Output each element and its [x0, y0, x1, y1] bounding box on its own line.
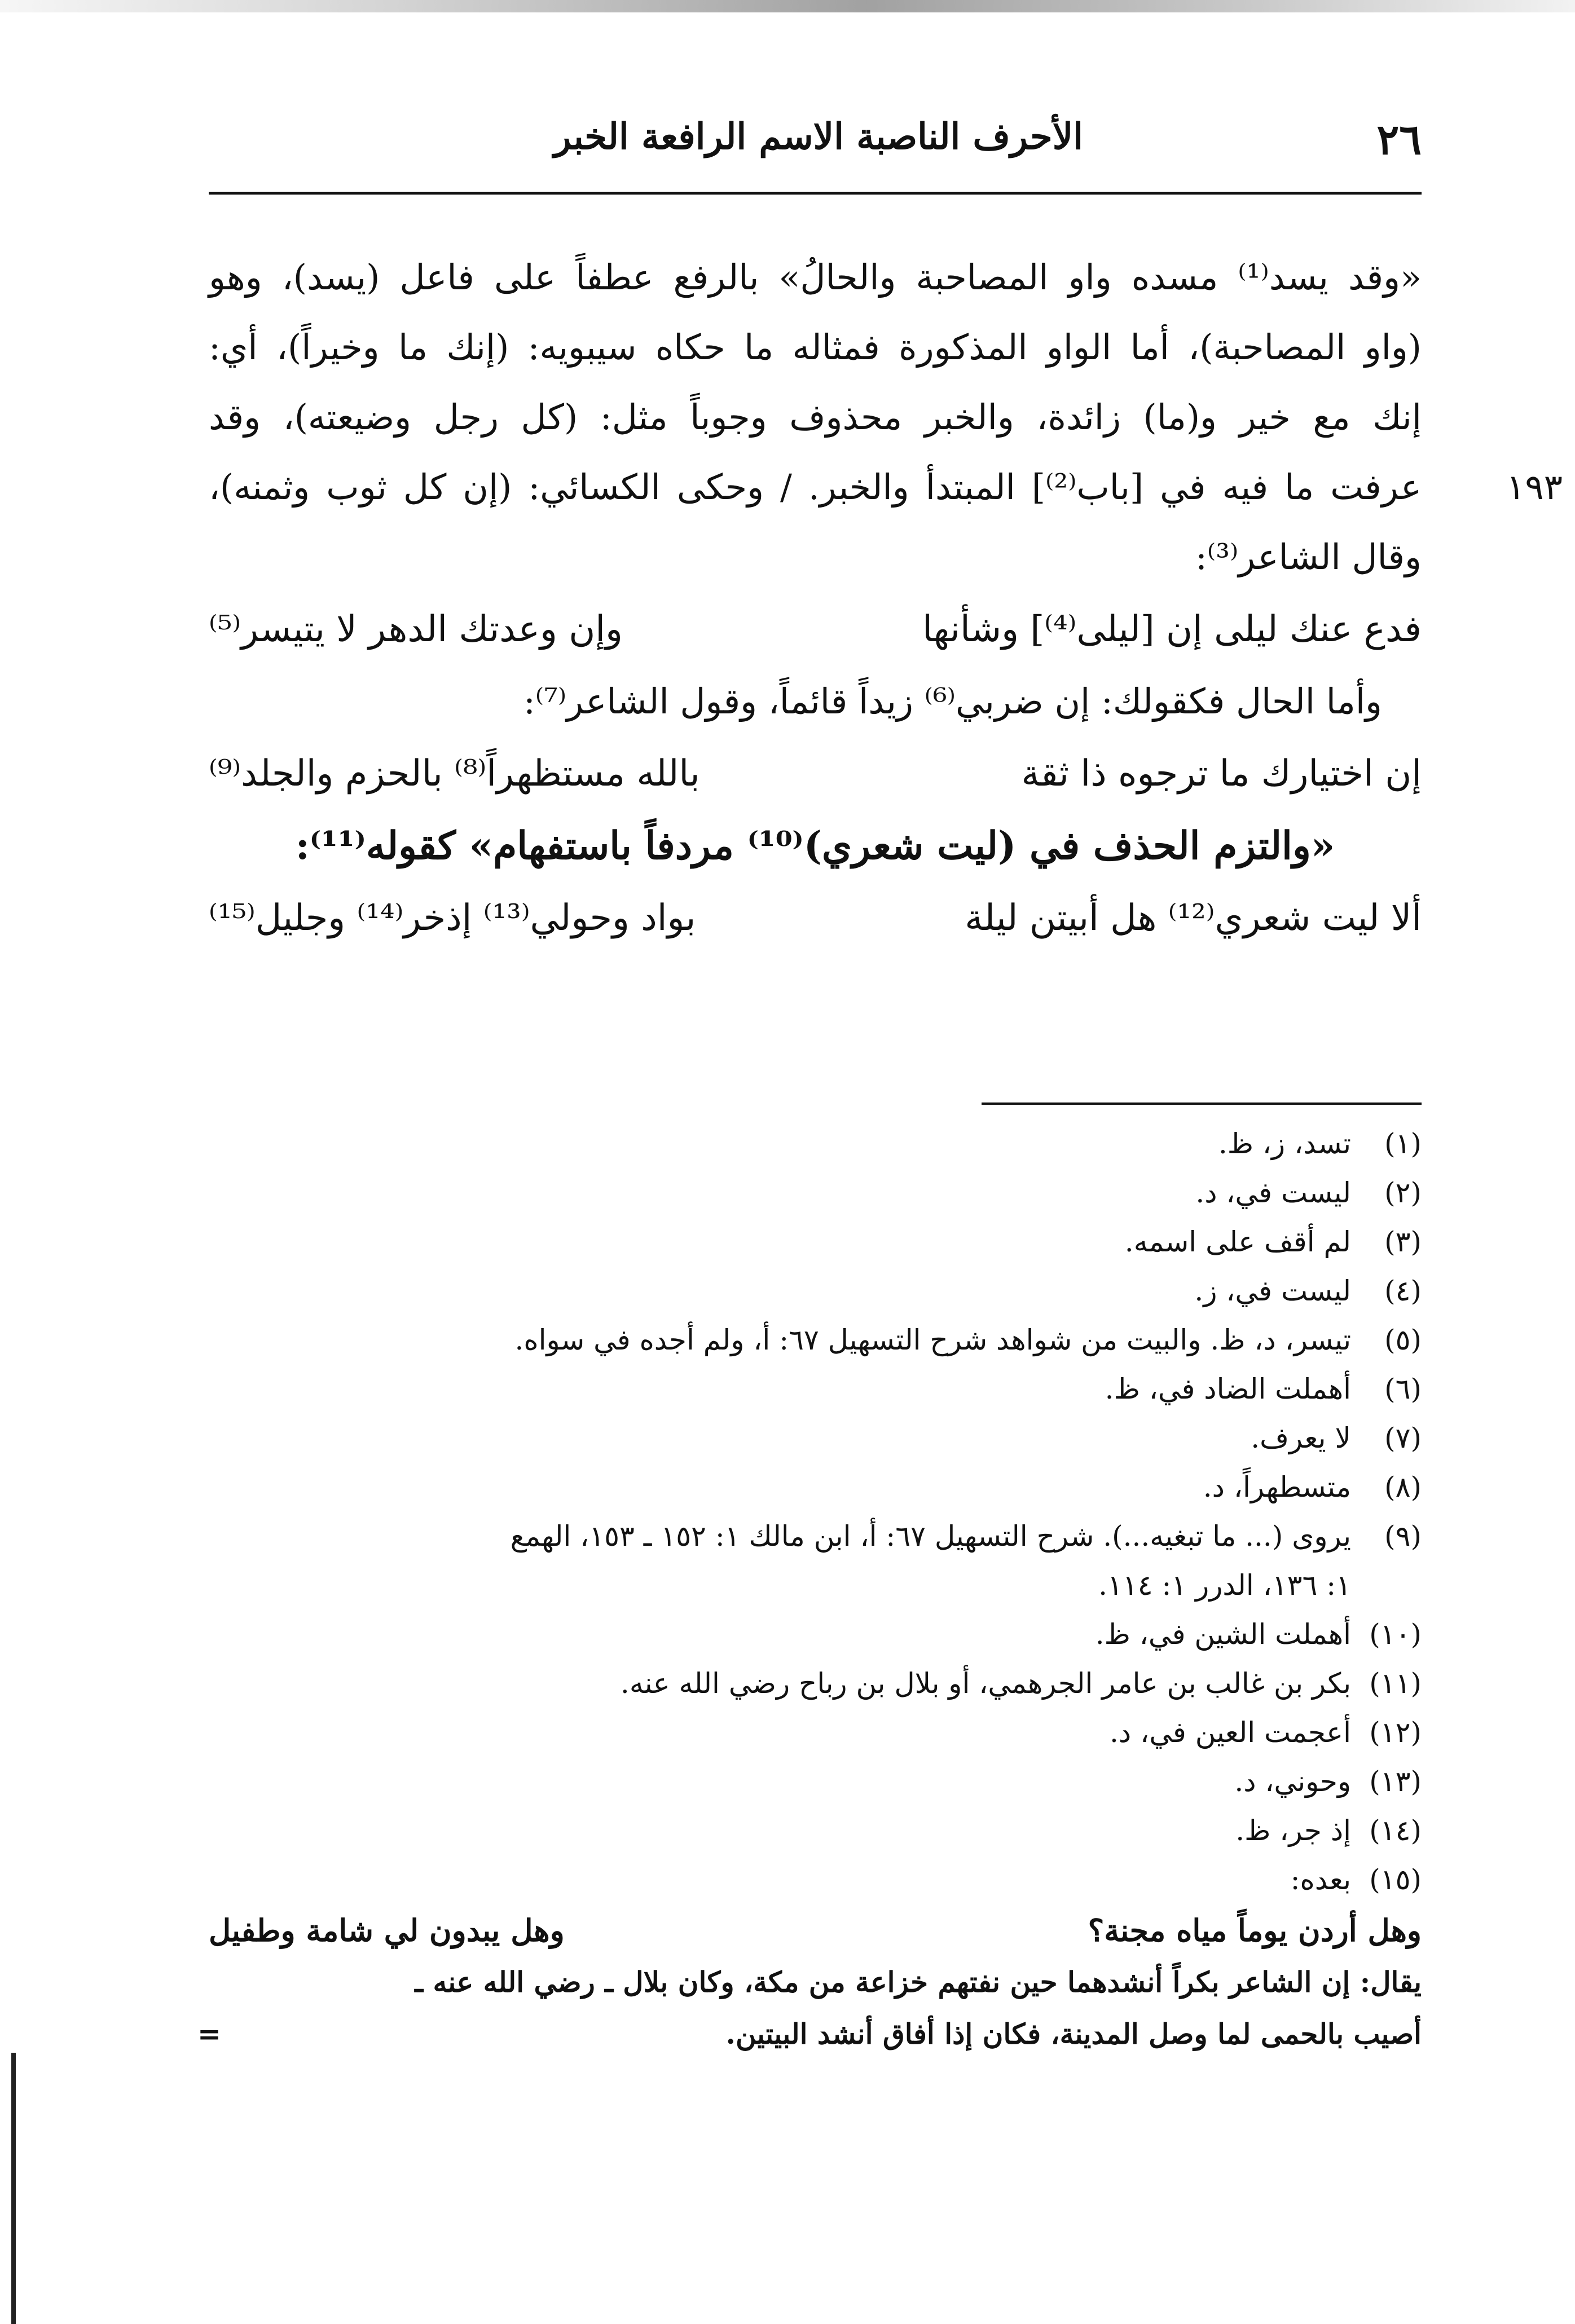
footnote-tail-line: أصيب بالحمى لما وصل المدينة، فكان إذا أفاق أنشد البيتين. =: [209, 2008, 1422, 2060]
verse-1: [209, 592, 1422, 667]
verse-2-first-hemistich: إن اختيارك ما ترجوه ذا ثقة: [1021, 753, 1422, 795]
header-rule: [209, 192, 1422, 195]
footnote: (٤) ليست في، ز.: [1194, 1275, 1422, 1307]
verse-2-second-hemistich: بالله مستظهراً⁽⁸⁾ بالحزم والجلد⁽⁹⁾: [209, 753, 700, 795]
main-text: [209, 242, 1563, 955]
footnote: (٨) متسطهراً، د.: [1203, 1471, 1422, 1503]
verse-1-first-hemistich: فدع عنك ليلى إن [ليلى⁽⁴⁾] وشأنها: [922, 608, 1422, 650]
footnote: (٩) يروى (... ما تبغيه...). شرح التسهيل ٦٧: أ، ابن مالك ١: ١٥٢ ـ ١٥٣، الهمع: [510, 1520, 1422, 1553]
scan-binding-edge: [11, 2053, 16, 2324]
footnote: (١٣) وحوني، د.: [1234, 1765, 1422, 1798]
continuation-mark: =: [197, 2017, 221, 2050]
footnote: (٥) تيسر، د، ظ. والبيت من شواهد شرح التسهيل ٦٧: أ، ولم أجده في سواه.: [514, 1324, 1422, 1356]
footnote: (١٢) أعجمت العين في، د.: [1110, 1716, 1422, 1749]
footnote: (١١) بكر بن غالب بن عامر الجرهمي، أو بلال بن رباح رضي الله عنه.: [620, 1667, 1422, 1700]
running-title: الأحرف الناصبة الاسم الرافعة الخبر: [553, 116, 1083, 158]
scan-edge-artifact: [0, 0, 1575, 12]
text-line-2: (واو المصاحبة)، أما الواو المذكورة فمثاله ما حكاه سيبويه: (إنك ما وخيراً)، أي:: [209, 327, 1422, 368]
footnote-verse-second: وهل يبدون لي شامة وطفيل: [209, 1912, 565, 1948]
footnote: (٧) لا يعرف.: [1251, 1422, 1422, 1454]
text-line-1: «وقد يسد⁽¹⁾ مسده واو المصاحبة والحالُ» بالرفع عطفاً على فاعل (يسد)، وهو: [209, 257, 1422, 298]
margin-folio-number: ١٩٣: [1506, 466, 1563, 508]
footnote-verse-first: وهل أردن يوماً مياه مجنة؟: [1088, 1912, 1422, 1948]
footnote: (٦) أهملت الضاد في، ظ.: [1105, 1373, 1422, 1405]
footnote-separator: [982, 1103, 1422, 1105]
text-line-5: وقال الشاعر⁽³⁾:: [1195, 536, 1422, 577]
bold-rule-line: «والتزم الحذف في (ليت شعري)⁽¹⁰⁾ مردفاً باستفهام» كقوله⁽¹¹⁾:: [295, 823, 1335, 868]
footnote: (١٤) إذ جر، ظ.: [1235, 1814, 1422, 1847]
footnote: (١٥) بعده:: [1290, 1863, 1422, 1896]
page-header: [209, 116, 1422, 178]
footnote: (٢) ليست في، د.: [1195, 1176, 1422, 1209]
footnote-continuation: ١: ١٣٦، الدرر ١: ١١٤.: [1098, 1569, 1351, 1602]
page-number: ٢٦: [1376, 116, 1422, 164]
footnote: (١٠) أهملت الشين في، ظ.: [1095, 1618, 1422, 1651]
verse-3-second-hemistich: بواد وحولي⁽¹³⁾ إذخر⁽¹⁴⁾ وجليل⁽¹⁵⁾: [209, 897, 696, 939]
text-line-4: عرفت ما فيه في [باب⁽²⁾] المبتدأ والخبر. / وحكى الكسائي: (إن كل ثوب وثمنه)، ١٩٣: [209, 452, 1422, 522]
verse-3-first-hemistich: ألا ليت شعري⁽¹²⁾ هل أبيتن ليلة: [965, 897, 1422, 939]
footnote: (١) تسد، ز، ظ.: [1218, 1127, 1422, 1160]
verse-2: [209, 737, 1422, 811]
footnote-verse: [209, 1904, 1422, 1956]
footnote-tail-line: يقال: إن الشاعر بكراً أنشدهما حين نفتهم خزاعة من مكة، وكان بلال ـ رضي الله عنه ـ: [415, 1965, 1422, 1999]
footnotes: [197, 1119, 1422, 2060]
footnote: (٣) لم أقف على اسمه.: [1124, 1225, 1422, 1258]
text-line-after-verse-1: وأما الحال فكقولك: إن ضربي⁽⁶⁾ زيداً قائماً، وقول الشاعر⁽⁷⁾:: [523, 681, 1382, 722]
text-line-3: إنك مع خير و(ما) زائدة، والخبر محذوف وجوباً مثل: (كل رجل وضيعته)، وقد: [209, 396, 1422, 438]
verse-3: [209, 881, 1422, 955]
verse-1-second-hemistich: وإن وعدتك الدهر لا يتيسر⁽⁵⁾: [209, 608, 623, 650]
